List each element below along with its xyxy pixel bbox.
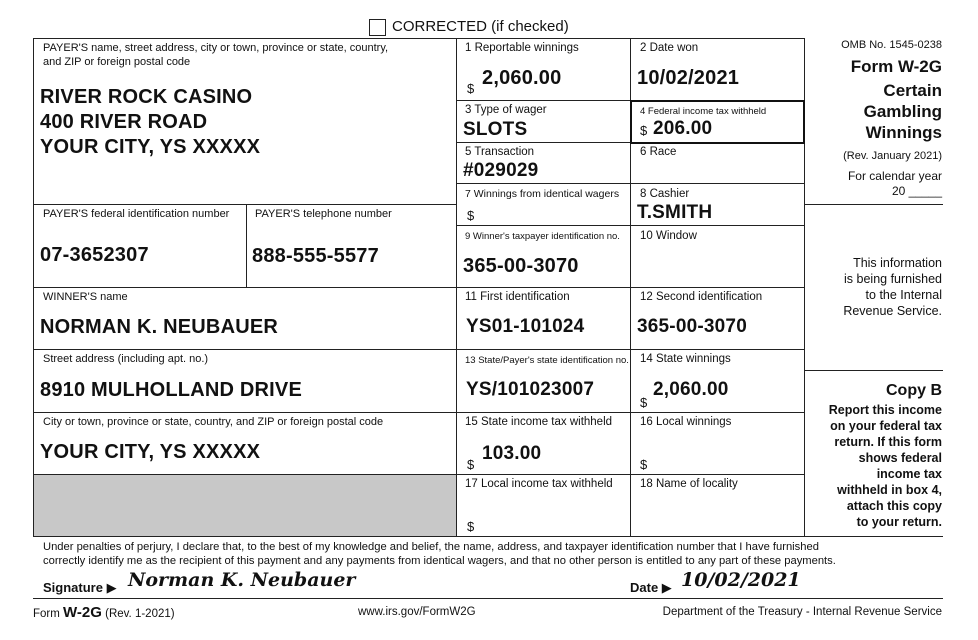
box-4-dollar: $ [640,123,648,138]
box-7-dollar: $ [467,208,475,223]
box-16-dollar: $ [640,457,648,472]
box-13-label: 13 State/Payer's state identification no. [465,355,629,366]
form-title: Form W-2G [850,57,942,76]
payer-fed-id-label: PAYER'S federal identification number [43,208,230,220]
corrected-label: CORRECTED (if checked) [392,18,569,35]
title-line-3: Winnings [865,123,942,142]
copy-b-title: Copy B [886,382,942,399]
corrected-checkbox[interactable] [369,19,386,36]
box-11-value: YS01-101024 [466,316,585,337]
grid-line [33,287,804,288]
box-12-label: 12 Second identification [640,291,763,303]
grid-line [33,349,804,350]
winner-street: 8910 MULHOLLAND DRIVE [40,379,303,401]
box-15-label: 15 State income tax withheld [465,416,613,428]
winner-city-label: City or town, province or state, country, and ZIP or foreign postal code [43,416,384,428]
footer-revision: (Rev. 1-2021) [105,608,175,620]
copy-line-8: to your return. [856,515,942,529]
footer-form-id [33,604,175,621]
info-line-4: Revenue Service. [843,304,942,318]
footer-form-prefix: Form [33,608,60,620]
payer-phone: 888-555-5577 [252,245,379,267]
shaded-cell [34,475,456,536]
grid-line [33,38,34,536]
box-4-label: 4 Federal income tax withheld [640,106,767,117]
signed-date: 10/02/2021 [681,569,801,591]
grid-line [804,204,943,205]
date-label: Date ▶ [630,580,672,595]
info-line-1: This information [853,256,942,270]
grid-line [33,38,804,39]
title-line-2: Gambling [863,102,942,121]
box-17-dollar: $ [467,519,475,534]
box-14-dollar: $ [640,395,648,410]
grid-line [456,142,630,143]
perjury-line-1: Under penalties of perjury, I declare that, to the best of my knowledge and belief, the name, address, and taxpayer identification number that I have furnished [43,541,819,553]
box-10-label: 10 Window [640,230,697,242]
box-8-value: T.SMITH [637,202,713,223]
box-4-value: 206.00 [653,118,713,139]
copy-line-1: Report this income [828,403,942,417]
box-12-value: 365-00-3070 [637,316,747,337]
grid-line [246,204,247,287]
calendar-year-label: For calendar year [847,169,942,183]
box-2-value: 10/02/2021 [637,67,740,89]
payer-phone-label: PAYER'S telephone number [255,208,392,220]
perjury-line-2: correctly identify me as the recipient of this payment and any payments from identical wagers, and that no other person is entitled to any part of these payments. [43,555,836,567]
signature-label: Signature ▶ [43,580,117,595]
winner-name-label: WINNER'S name [43,291,128,303]
copy-line-7: attach this copy [846,499,942,513]
info-line-3: to the Internal [865,288,942,302]
box-1-dollar: $ [467,81,475,96]
grid-line [456,38,457,536]
winner-city: YOUR CITY, YS XXXXX [40,441,261,463]
omb-number: OMB No. 1545-0238 [841,39,942,51]
winner-name: NORMAN K. NEUBAUER [40,316,279,338]
copy-line-5: income tax [876,467,942,481]
payer-city: YOUR CITY, YS XXXXX [40,136,261,158]
title-line-1: Certain [883,81,942,100]
box-1-value: 2,060.00 [482,67,562,89]
box-9-value: 365-00-3070 [463,255,579,277]
form-bottom-rule [33,598,943,599]
box-14-label: 14 State winnings [640,353,731,365]
box-1-label: 1 Reportable winnings [465,42,579,54]
box-2-label: 2 Date won [640,42,699,54]
box-6-label: 6 Race [640,146,677,158]
grid-line [33,536,943,537]
payer-fed-id: 07-3652307 [40,244,149,266]
box-15-dollar: $ [467,457,475,472]
box-14-value: 2,060.00 [653,379,729,400]
grid-line [33,204,456,205]
box-3-value: SLOTS [463,119,528,140]
winner-street-label: Street address (including apt. no.) [43,353,209,365]
copy-line-2: on your federal tax [830,419,942,433]
box-17-label: 17 Local income tax withheld [465,478,613,490]
grid-line [804,370,943,371]
grid-line [33,412,804,413]
copy-line-6: withheld in box 4, [837,483,942,497]
footer-url[interactable]: www.irs.gov/FormW2G [358,606,476,618]
payer-label-2: and ZIP or foreign postal code [43,56,191,68]
revision-date: (Rev. January 2021) [843,150,942,162]
box-18-label: 18 Name of locality [640,478,738,490]
box-11-label: 11 First identification [465,291,570,303]
box-15-value: 103.00 [482,443,542,464]
calendar-year-field[interactable]: 20 _____ [891,184,942,198]
info-line-2: is being furnished [844,272,942,286]
box-7-label: 7 Winnings from identical wagers [465,188,620,200]
payer-label: PAYER'S name, street address, city or town, province or state, country, [43,42,389,54]
box-5-label: 5 Transaction [465,146,535,158]
box-8-label: 8 Cashier [640,188,690,200]
footer-form-code: W-2G [63,604,102,621]
box-3-label: 3 Type of wager [465,104,547,116]
payer-street: 400 RIVER ROAD [40,111,208,133]
payer-name: RIVER ROCK CASINO [40,86,253,108]
box-9-label: 9 Winner's taxpayer identification no. [465,231,620,242]
footer-department: Department of the Treasury - Internal Revenue Service [662,606,942,618]
box-5-value: #029029 [463,160,539,181]
signature: Norman K. Neubauer [128,569,356,591]
box-16-label: 16 Local winnings [640,416,732,428]
copy-line-4: shows federal [858,451,942,465]
copy-line-3: return. If this form [834,435,942,449]
box-13-value: YS/101023007 [466,379,595,400]
